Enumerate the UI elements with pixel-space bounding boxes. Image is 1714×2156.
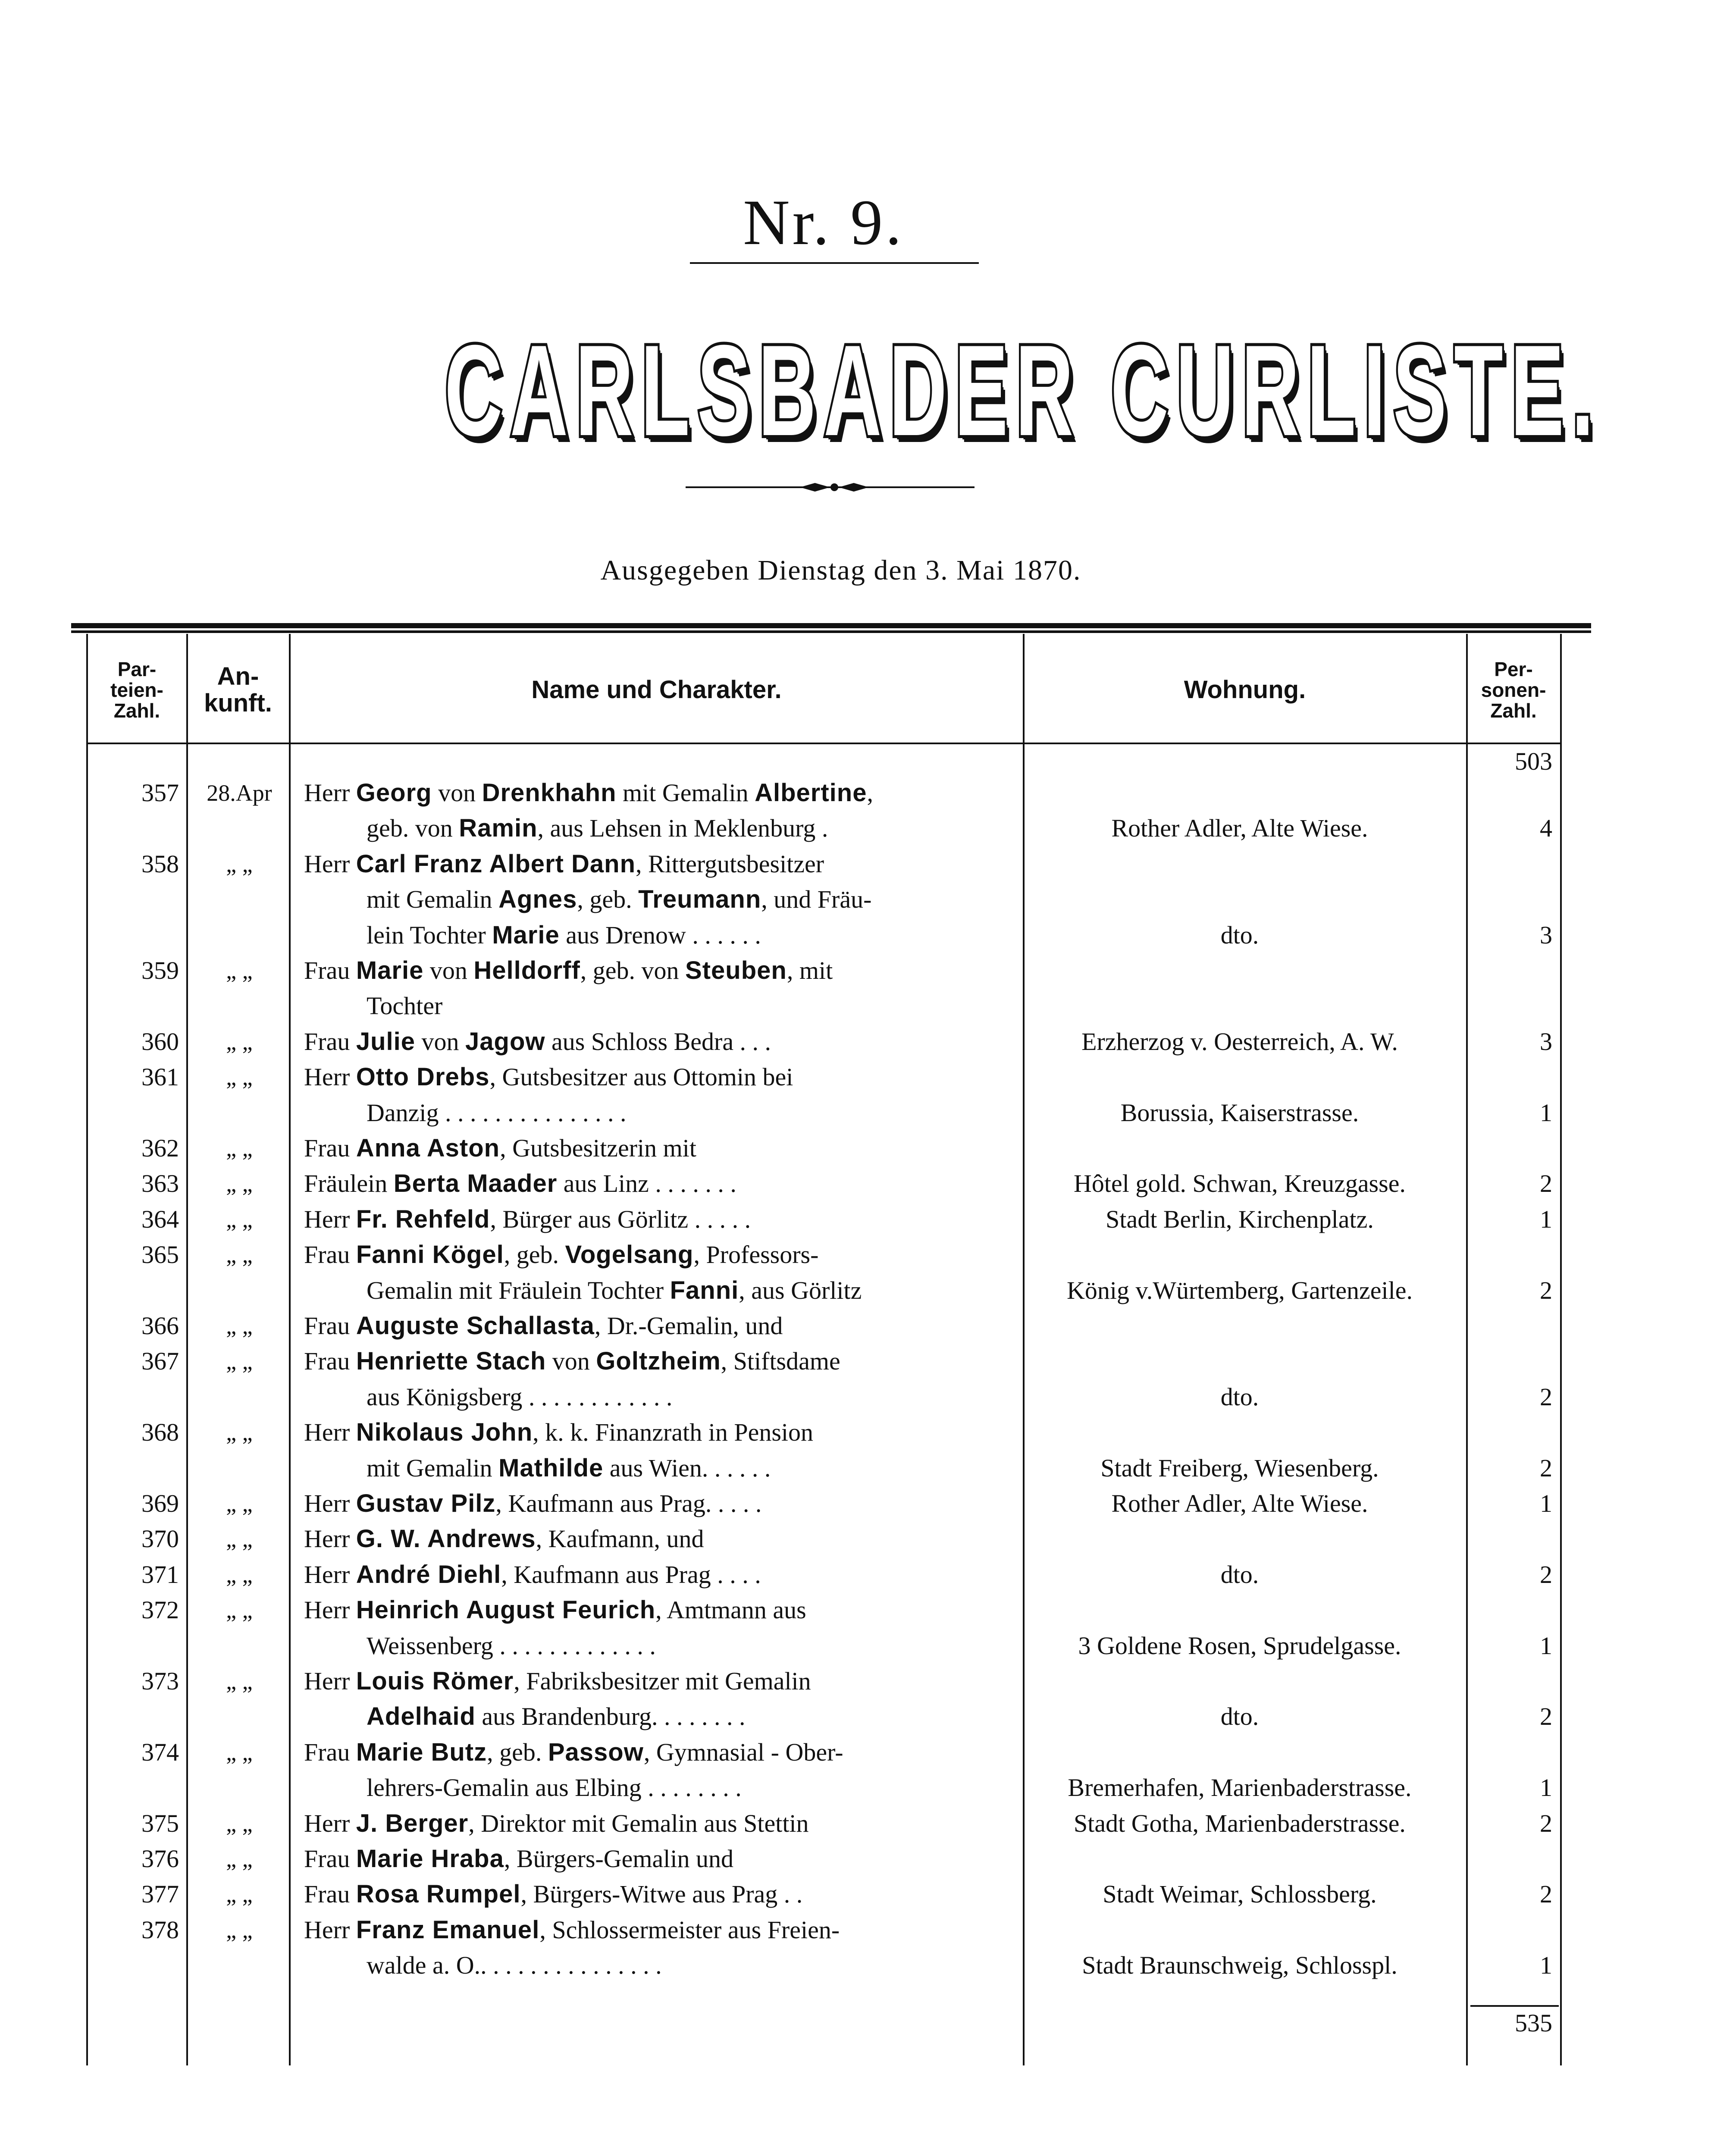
surname-bold: Georg bbox=[356, 779, 432, 807]
arrival-date: „ „ bbox=[226, 1242, 253, 1268]
guest-name: Herr Heinrich August Feurich, Amtmann aus bbox=[304, 1596, 806, 1624]
guest-name: Frau Anna Aston, Gutsbesitzerin mit bbox=[304, 1134, 696, 1162]
guest-name: Herr Georg von Drenkhahn mit Gemalin Albertine, bbox=[304, 779, 873, 807]
arrival-date: „ „ bbox=[226, 1562, 253, 1588]
surname-bold: Henriette Stach bbox=[356, 1347, 546, 1375]
surname-bold: Nikolaus John bbox=[356, 1418, 533, 1446]
col-header-residence: Wohnung. bbox=[1184, 676, 1306, 704]
guest-name: Frau Marie von Helldorff, geb. von Steuben, mit bbox=[304, 956, 833, 984]
person-count: 3 bbox=[1540, 921, 1552, 949]
surname-bold: Otto Drebs bbox=[356, 1063, 490, 1091]
guest-name: Herr Nikolaus John, k. k. Finanzrath in Pension bbox=[304, 1418, 814, 1446]
guest-name: Frau Auguste Schallasta, Dr.-Gemalin, und bbox=[304, 1312, 783, 1340]
surname-bold: Auguste Schallasta bbox=[356, 1312, 595, 1340]
residence: Rother Adler, Alte Wiese. bbox=[1111, 1489, 1368, 1517]
residence: Erzherzog v. Oesterreich, A. W. bbox=[1081, 1028, 1398, 1056]
col-rule bbox=[289, 634, 291, 2065]
surname-bold: Treumann bbox=[638, 885, 761, 913]
surname-bold: J. Berger bbox=[356, 1809, 469, 1837]
guest-name: Fräulein Berta Maader aus Linz . . . . . . . bbox=[304, 1169, 736, 1197]
person-count: 2 bbox=[1540, 1276, 1552, 1304]
surname-bold: Helldorff bbox=[473, 956, 580, 984]
party-number: 378 bbox=[141, 1916, 179, 1944]
header-rule bbox=[86, 743, 1562, 744]
guest-name: Herr Carl Franz Albert Dann, Rittergutsbesitzer bbox=[304, 850, 824, 878]
residence: dto. bbox=[1220, 1702, 1259, 1730]
top-rule-thin bbox=[71, 630, 1591, 633]
arrival-date: „ „ bbox=[226, 1135, 253, 1161]
issue-underline bbox=[690, 262, 979, 264]
arrival-date: „ „ bbox=[226, 1348, 253, 1374]
arrival-date: „ „ bbox=[226, 1526, 253, 1552]
issue-number: Nr. 9. bbox=[743, 187, 904, 258]
person-count: 1 bbox=[1540, 1205, 1552, 1233]
guest-name: aus Königsberg . . . . . . . . . . . . bbox=[367, 1383, 673, 1411]
party-number: 373 bbox=[141, 1667, 179, 1695]
residence: Stadt Braunschweig, Schlosspl. bbox=[1082, 1951, 1398, 1979]
guest-name: Adelhaid aus Brandenburg. . . . . . . . bbox=[367, 1702, 746, 1730]
residence: dto. bbox=[1220, 1561, 1259, 1589]
party-number: 369 bbox=[141, 1489, 179, 1517]
party-number: 361 bbox=[141, 1063, 179, 1091]
residence: Stadt Freiberg, Wiesenberg. bbox=[1100, 1454, 1379, 1482]
surname-bold: Heinrich August Feurich bbox=[356, 1596, 656, 1624]
guest-name: Frau Julie von Jagow aus Schloss Bedra . . . bbox=[304, 1028, 771, 1056]
col-header-arrival: An- kunft. bbox=[204, 662, 272, 717]
party-number: 364 bbox=[141, 1205, 179, 1233]
guest-name: Tochter bbox=[367, 992, 443, 1020]
person-count: 1 bbox=[1540, 1099, 1552, 1127]
residence: Rother Adler, Alte Wiese. bbox=[1111, 814, 1368, 842]
arrival-date: „ „ bbox=[226, 1491, 253, 1517]
arrival-date: „ „ bbox=[226, 1811, 253, 1836]
guest-name: Herr J. Berger, Direktor mit Gemalin aus Stettin bbox=[304, 1809, 809, 1837]
residence: dto. bbox=[1220, 921, 1259, 949]
surname-bold: Carl Franz Albert Dann bbox=[356, 850, 636, 878]
arrival-date: „ „ bbox=[226, 1064, 253, 1090]
surname-bold: Anna Aston bbox=[356, 1134, 500, 1162]
arrival-date: „ „ bbox=[226, 958, 253, 984]
guest-name: lein Tochter Marie aus Drenow . . . . . . bbox=[367, 921, 761, 949]
surname-bold: Rosa Rumpel bbox=[356, 1880, 521, 1908]
guest-name: Herr André Diehl, Kaufmann aus Prag . . . . bbox=[304, 1561, 761, 1589]
arrival-date: 28.Apr bbox=[207, 780, 272, 806]
party-number: 358 bbox=[141, 850, 179, 878]
surname-bold: Marie Butz bbox=[356, 1738, 487, 1766]
residence: 3 Goldene Rosen, Sprudelgasse. bbox=[1078, 1632, 1401, 1660]
surname-bold: Jagow bbox=[465, 1028, 545, 1056]
party-number: 360 bbox=[141, 1028, 179, 1056]
party-number: 374 bbox=[141, 1738, 179, 1766]
party-number: 375 bbox=[141, 1809, 179, 1837]
surname-bold: Mathilde bbox=[498, 1454, 604, 1482]
guest-name: Frau Marie Butz, geb. Passow, Gymnasial - Ober- bbox=[304, 1738, 843, 1766]
surname-bold: Drenkhahn bbox=[482, 779, 617, 807]
guest-name: geb. von Ramin, aus Lehsen in Meklenburg . bbox=[367, 814, 828, 842]
person-count: 2 bbox=[1540, 1383, 1552, 1411]
col-rule bbox=[1023, 634, 1025, 2065]
col-rule bbox=[1466, 634, 1468, 2065]
guest-name: Weissenberg . . . . . . . . . . . . . bbox=[367, 1632, 656, 1660]
person-count: 1 bbox=[1540, 1489, 1552, 1517]
guest-name: Frau Rosa Rumpel, Bürgers-Witwe aus Prag . . bbox=[304, 1880, 803, 1908]
party-number: 376 bbox=[141, 1845, 179, 1873]
arrival-date: „ „ bbox=[226, 1739, 253, 1765]
guest-name: Herr Otto Drebs, Gutsbesitzer aus Ottomin bei bbox=[304, 1063, 793, 1091]
surname-bold: André Diehl bbox=[356, 1561, 501, 1589]
final-total: 535 bbox=[1515, 2009, 1552, 2037]
surname-bold: Albertine bbox=[755, 779, 867, 807]
surname-bold: Fanni Kögel bbox=[356, 1241, 504, 1269]
surname-bold: Steuben bbox=[685, 956, 787, 984]
guest-name: Frau Henriette Stach von Goltzheim, Stiftsdame bbox=[304, 1347, 840, 1375]
ornament-divider bbox=[686, 479, 975, 495]
guest-name: Danzig . . . . . . . . . . . . . . . bbox=[367, 1099, 627, 1127]
arrival-date: „ „ bbox=[226, 1313, 253, 1339]
col-rule bbox=[1560, 634, 1562, 2065]
surname-bold: Franz Emanuel bbox=[356, 1916, 540, 1944]
guest-name: Herr Gustav Pilz, Kaufmann aus Prag. . . . . bbox=[304, 1489, 762, 1517]
col-rule bbox=[86, 634, 88, 2065]
residence: König v.Würtemberg, Gartenzeile. bbox=[1066, 1276, 1413, 1304]
col-header-party: Par- teien- Zahl. bbox=[110, 658, 163, 722]
surname-bold: Goltzheim bbox=[596, 1347, 721, 1375]
party-number: 377 bbox=[141, 1880, 179, 1908]
surname-bold: Vogelsang bbox=[565, 1241, 694, 1269]
party-number: 371 bbox=[141, 1561, 179, 1589]
person-count: 2 bbox=[1540, 1880, 1552, 1908]
party-number: 370 bbox=[141, 1525, 179, 1553]
person-count: 1 bbox=[1540, 1951, 1552, 1979]
residence: Hôtel gold. Schwan, Kreuzgasse. bbox=[1074, 1169, 1406, 1197]
party-number: 367 bbox=[141, 1347, 179, 1375]
arrival-date: „ „ bbox=[226, 851, 253, 877]
surname-bold: Agnes bbox=[498, 885, 577, 913]
guest-name: Herr G. W. Andrews, Kaufmann, und bbox=[304, 1525, 704, 1553]
guest-name: Frau Fanni Kögel, geb. Vogelsang, Professors- bbox=[304, 1241, 819, 1269]
guest-name: mit Gemalin Mathilde aus Wien. . . . . . bbox=[367, 1454, 771, 1482]
arrival-date: „ „ bbox=[226, 1171, 253, 1197]
arrival-date: „ „ bbox=[226, 1597, 253, 1623]
arrival-date: „ „ bbox=[226, 1029, 253, 1055]
residence: Stadt Berlin, Kirchenplatz. bbox=[1106, 1205, 1374, 1233]
surname-bold: G. W. Andrews bbox=[356, 1525, 536, 1553]
guest-name: Gemalin mit Fräulein Tochter Fanni, aus Görlitz bbox=[367, 1276, 862, 1304]
arrival-date: „ „ bbox=[226, 1668, 253, 1694]
surname-bold: Louis Römer bbox=[356, 1667, 514, 1695]
surname-bold: Fr. Rehfeld bbox=[356, 1205, 490, 1233]
party-number: 366 bbox=[141, 1312, 179, 1340]
surname-bold: Passow bbox=[548, 1738, 644, 1766]
party-number: 362 bbox=[141, 1134, 179, 1162]
col-header-name: Name und Charakter. bbox=[531, 676, 782, 704]
arrival-date: „ „ bbox=[226, 1846, 253, 1872]
arrival-date: „ „ bbox=[226, 1420, 253, 1445]
guest-name: Herr Fr. Rehfeld, Bürger aus Görlitz . . . . . bbox=[304, 1205, 751, 1233]
surname-bold: Marie bbox=[356, 956, 424, 984]
arrival-date: „ „ bbox=[226, 1881, 253, 1907]
carried-total: 503 bbox=[1515, 747, 1552, 775]
person-count: 2 bbox=[1540, 1169, 1552, 1197]
surname-bold: Fanni bbox=[670, 1276, 739, 1304]
issue-date: Ausgegeben Dienstag den 3. Mai 1870. bbox=[600, 555, 1081, 586]
surname-bold: Adelhaid bbox=[367, 1702, 476, 1730]
surname-bold: Marie bbox=[492, 921, 560, 949]
surname-bold: Gustav Pilz bbox=[356, 1489, 496, 1517]
arrival-date: „ „ bbox=[226, 1917, 253, 1943]
residence: Stadt Weimar, Schlossberg. bbox=[1103, 1880, 1377, 1908]
person-count: 3 bbox=[1540, 1028, 1552, 1056]
party-number: 365 bbox=[141, 1241, 179, 1269]
person-count: 4 bbox=[1540, 814, 1552, 842]
col-rule bbox=[186, 634, 188, 2065]
surname-bold: Julie bbox=[356, 1028, 415, 1056]
masthead-title: CARLSBADER CURLISTE. bbox=[445, 318, 1601, 463]
person-count: 2 bbox=[1540, 1561, 1552, 1589]
surname-bold: Ramin bbox=[459, 814, 538, 842]
guest-name: lehrers-Gemalin aus Elbing . . . . . . . . bbox=[367, 1774, 742, 1802]
top-rule bbox=[71, 623, 1591, 628]
party-number: 357 bbox=[141, 779, 179, 807]
residence: Bremerhafen, Marienbaderstrasse. bbox=[1068, 1774, 1412, 1802]
party-number: 363 bbox=[141, 1169, 179, 1197]
person-count: 2 bbox=[1540, 1702, 1552, 1730]
person-count: 2 bbox=[1540, 1454, 1552, 1482]
person-count: 2 bbox=[1540, 1809, 1552, 1837]
party-number: 359 bbox=[141, 956, 179, 984]
col-header-persons: Per- sonen- Zahl. bbox=[1481, 658, 1546, 722]
guest-name: Herr Franz Emanuel, Schlossermeister aus Freien- bbox=[304, 1916, 840, 1944]
guest-name: Herr Louis Römer, Fabriksbesitzer mit Gemalin bbox=[304, 1667, 811, 1695]
party-number: 372 bbox=[141, 1596, 179, 1624]
arrival-date: „ „ bbox=[226, 1206, 253, 1232]
guest-name: walde a. O.. . . . . . . . . . . . . . . bbox=[367, 1951, 662, 1979]
surname-bold: Marie Hraba bbox=[356, 1845, 504, 1873]
total-rule bbox=[1470, 2005, 1559, 2007]
guest-name: Frau Marie Hraba, Bürgers-Gemalin und bbox=[304, 1845, 733, 1873]
residence: Stadt Gotha, Marienbaderstrasse. bbox=[1074, 1809, 1406, 1837]
person-count: 1 bbox=[1540, 1632, 1552, 1660]
residence: dto. bbox=[1220, 1383, 1259, 1411]
guest-name: mit Gemalin Agnes, geb. Treumann, und Fräu- bbox=[367, 885, 872, 913]
surname-bold: Berta Maader bbox=[393, 1169, 558, 1197]
residence: Borussia, Kaiserstrasse. bbox=[1120, 1099, 1359, 1127]
party-number: 368 bbox=[141, 1418, 179, 1446]
person-count: 1 bbox=[1540, 1774, 1552, 1802]
